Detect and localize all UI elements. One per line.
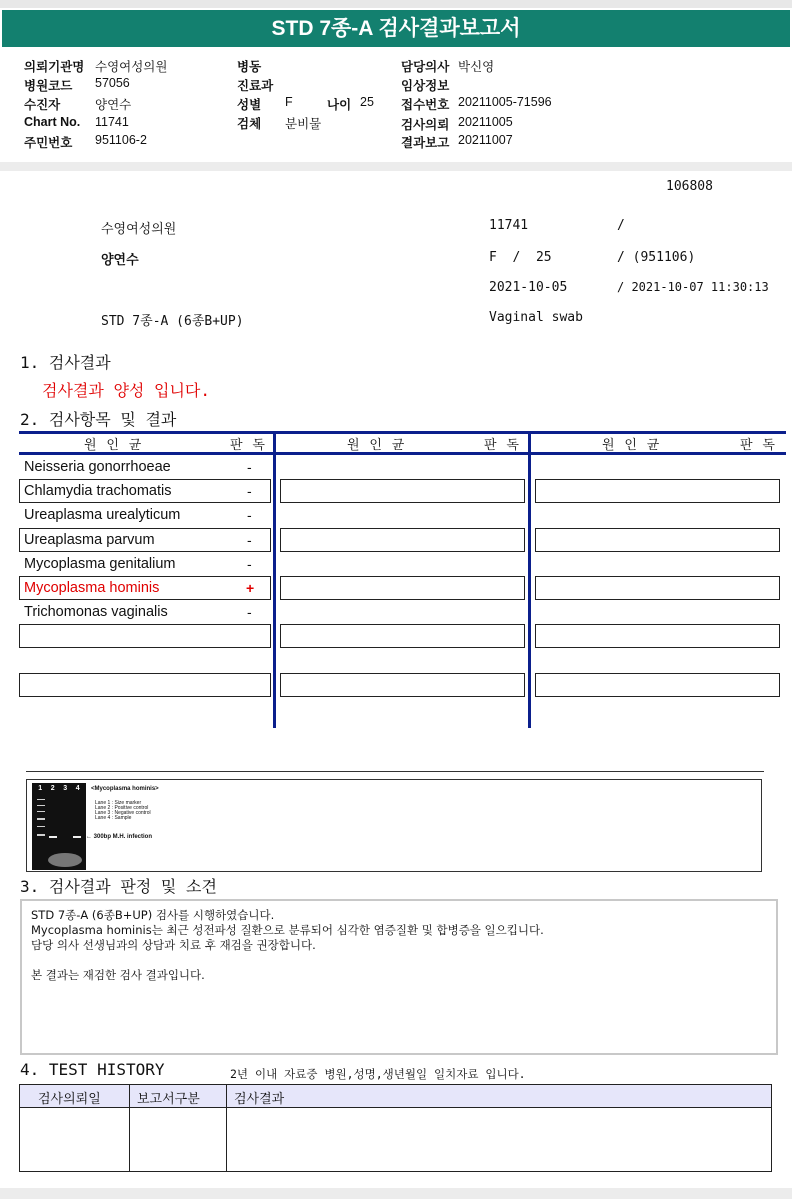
info-test: STD 7종-A (6종B+UP) xyxy=(101,314,244,329)
col-organism-1: 원 인 균 xyxy=(84,438,143,453)
header-col2-row3: 검체 xyxy=(237,117,262,131)
request-date: 20211005 xyxy=(458,115,513,129)
info-sex-age: F / 25 xyxy=(489,250,552,265)
gel-title: <Mycoplasma hominis> xyxy=(91,786,159,792)
row-box xyxy=(19,624,271,648)
organism-result: - xyxy=(247,507,252,523)
opinion-line: 본 결과는 재검한 검사 결과입니다. xyxy=(31,968,205,982)
row-box xyxy=(535,673,780,697)
info-clinic: 수영여성의원 xyxy=(101,222,177,237)
table-divider-1 xyxy=(273,431,276,728)
patient-name: 양연수 xyxy=(95,98,132,112)
history-col-divider xyxy=(226,1085,227,1171)
header-col3-row1: 임상정보 xyxy=(401,79,450,93)
gel-legend-item: Lane 2 : Positive control xyxy=(95,805,149,811)
organism-name-positive: Mycoplasma hominis xyxy=(24,580,160,596)
header-col2-row0: 병동 xyxy=(237,60,262,74)
table-divider-2 xyxy=(528,431,531,728)
organism-name: Trichomonas vaginalis xyxy=(24,604,168,620)
row-box xyxy=(535,528,780,552)
organism-result: - xyxy=(247,483,252,499)
doctor-name: 박신영 xyxy=(458,60,495,74)
info-specimen: Vaginal swab xyxy=(489,310,583,325)
organism-result: - xyxy=(247,532,252,548)
header-col3-row3: 검사의뢰 xyxy=(401,118,450,132)
info-patient: 양연수 xyxy=(101,253,139,268)
header-col3-row2: 접수번호 xyxy=(401,98,450,112)
organism-result: - xyxy=(247,556,252,572)
top-strip xyxy=(0,0,792,8)
section-3-title: 3. 검사결과 판정 및 소견 xyxy=(20,877,217,896)
opinion-box xyxy=(20,899,778,1055)
gel-lane-1: 1 xyxy=(38,785,43,792)
gel-rule xyxy=(26,771,764,772)
gel-legend-item: Lane 4 : Sample xyxy=(95,815,132,821)
opinion-line: 담당 의사 선생님과의 상담과 치료 후 재검을 권장합니다. xyxy=(31,938,316,952)
row-box xyxy=(280,673,525,697)
section-4-title: 4. TEST HISTORY xyxy=(20,1060,165,1079)
opinion-line: Mycoplasma hominis는 최근 성전파성 질환으로 분류되어 심각한 염증질환 및 합병증을 일으킵니다. xyxy=(31,923,544,937)
header-col1-row4: 주민번호 xyxy=(24,136,73,150)
col-organism-3: 원 인 균 xyxy=(602,438,661,453)
organism-name: Mycoplasma genitalium xyxy=(24,556,176,572)
info-reported: / 2021-10-07 11:30:13 xyxy=(617,280,769,294)
history-col-result: 검사결과 xyxy=(234,1092,285,1107)
result-summary: 검사결과 양성 입니다. xyxy=(42,381,211,400)
chart-no: 11741 xyxy=(95,115,129,129)
resident-no: 951106-2 xyxy=(95,133,147,147)
gel-lane-3: 3 xyxy=(63,785,68,792)
age-value: 25 xyxy=(360,95,374,109)
section-1-title: 1. 검사결과 xyxy=(20,353,111,372)
row-box xyxy=(535,479,780,503)
organism-result: - xyxy=(247,459,252,475)
info-slash: / xyxy=(617,218,625,233)
info-chart: 11741 xyxy=(489,218,529,233)
organism-name: Ureaplasma urealyticum xyxy=(24,507,181,523)
sex-value: F xyxy=(285,95,293,109)
row-box xyxy=(280,479,525,503)
organism-name: Ureaplasma parvum xyxy=(24,532,155,548)
header-separator xyxy=(0,162,792,171)
gel-lane-4: 4 xyxy=(75,785,80,792)
col-result-2: 판 독 xyxy=(484,438,520,453)
gel-lane-numbers xyxy=(34,785,84,792)
col-result-1: 판 독 xyxy=(230,438,266,453)
header-col1-row1: 병원코드 xyxy=(24,79,73,93)
info-birth: / (951106) xyxy=(617,250,696,265)
report-code: 106808 xyxy=(666,179,713,194)
header-col1-row3: Chart No. xyxy=(24,115,81,129)
clinic-name: 수영여성의원 xyxy=(95,60,168,74)
history-col-type: 보고서구분 xyxy=(137,1092,200,1107)
col-result-3: 판 독 xyxy=(740,438,776,453)
history-table xyxy=(19,1084,772,1172)
col-organism-2: 원 인 균 xyxy=(347,438,406,453)
header-col1-row0: 의뢰기관명 xyxy=(24,60,85,74)
gel-lane-2: 2 xyxy=(50,785,55,792)
history-header-row xyxy=(20,1085,771,1108)
section-2-title: 2. 검사항목 및 결과 xyxy=(20,410,177,429)
age-label: 나이 xyxy=(327,98,352,112)
organism-result: - xyxy=(247,604,252,620)
report-title: STD 7종-A 검사결과보고서 xyxy=(2,10,790,47)
gel-image-panel xyxy=(26,779,762,872)
history-col-date: 검사의뢰일 xyxy=(38,1092,101,1107)
organism-name: Neisseria gonorrhoeae xyxy=(24,459,171,475)
organism-name: Chlamydia trachomatis xyxy=(24,483,172,499)
specimen-value: 분비물 xyxy=(285,117,322,131)
bottom-strip xyxy=(0,1188,792,1199)
row-box xyxy=(280,528,525,552)
gel-legend-item: Lane 1 : Size marker xyxy=(95,800,142,806)
row-box xyxy=(535,576,780,600)
header-col2-row2: 성별 xyxy=(237,98,262,112)
header-col3-row4: 결과보고 xyxy=(401,136,450,150)
gel-legend-item: Lane 3 : Negative control xyxy=(95,810,151,816)
report-date: 20211007 xyxy=(458,133,513,147)
row-box xyxy=(535,624,780,648)
organism-result-positive: + xyxy=(246,580,255,596)
info-received: 2021-10-05 xyxy=(489,280,568,295)
gel-arrow: ← 300bp M.H. infection xyxy=(86,834,153,840)
history-note: 2년 이내 자료중 병원,성명,생년월일 일치자료 입니다. xyxy=(230,1067,526,1081)
row-box xyxy=(280,624,525,648)
row-box xyxy=(280,576,525,600)
gel-image xyxy=(32,783,86,870)
receipt-no: 20211005-71596 xyxy=(458,95,552,109)
gel-arrow-label: 300bp M.H. infection xyxy=(93,834,153,840)
header-col1-row2: 수진자 xyxy=(24,98,61,112)
row-box xyxy=(19,673,271,697)
history-col-divider xyxy=(129,1085,130,1171)
hospital-code: 57056 xyxy=(95,76,130,90)
header-col3-row0: 담당의사 xyxy=(401,60,450,74)
header-col2-row1: 진료과 xyxy=(237,79,274,93)
opinion-line: STD 7종-A (6종B+UP) 검사를 시행하였습니다. xyxy=(31,908,275,922)
